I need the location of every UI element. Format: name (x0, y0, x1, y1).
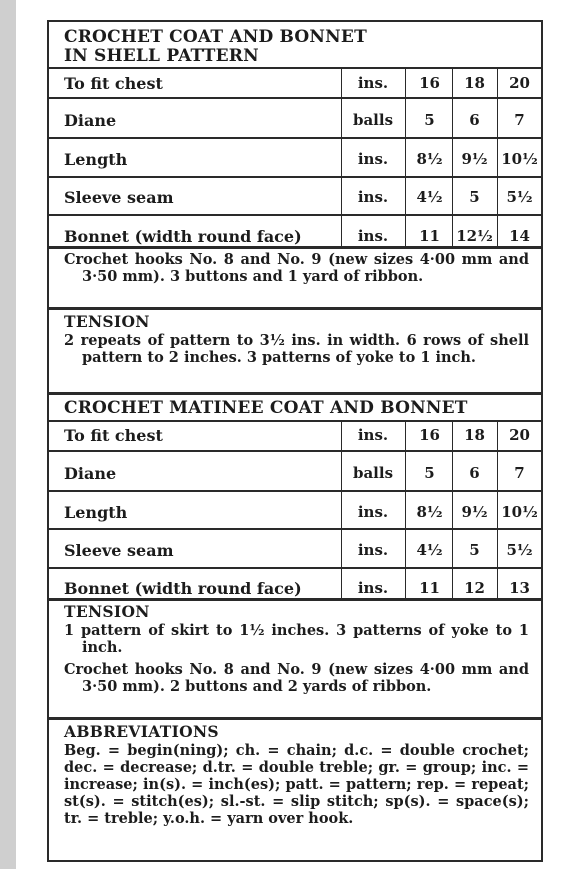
size-value: 5½ (506, 541, 533, 559)
table-col-divider (405, 422, 406, 598)
size-value: 20 (509, 426, 530, 444)
size-value: 13 (509, 579, 530, 597)
size-value: 18 (464, 426, 485, 444)
size-value: 5 (424, 111, 435, 129)
row-label: Sleeve seam (64, 188, 174, 207)
row-label: Diane (64, 464, 117, 483)
size-value: 7 (514, 464, 525, 482)
row-label: Length (64, 150, 128, 169)
abbreviations-heading: ABBREVIATIONS (64, 722, 219, 741)
page-margin-bar (0, 0, 16, 869)
row-label: To fit chest (64, 426, 163, 445)
abbreviations-text: Beg. = begin(ning); ch. = chain; d.c. = double crochet; dec. = decrease; d.tr. = double treble; gr. = group; inc. = increase; in(s). = inch(es); patt. = pattern; rep. = repeat; st(s). = stitch(es); sl.-st. = slip stitch; sp(s). = space(s); tr. = treble; y.o.h. = yarn over hook. (64, 742, 529, 827)
row-divider (49, 450, 541, 452)
size-value: 10½ (501, 503, 538, 521)
row-divider (49, 490, 541, 492)
section2-tension-heading: TENSION (64, 602, 150, 621)
size-value: 5 (469, 541, 480, 559)
row-divider (49, 137, 541, 139)
size-value: 5 (424, 464, 435, 482)
row-label: To fit chest (64, 74, 163, 93)
size-value: 16 (419, 426, 440, 444)
divider (49, 307, 541, 310)
row-unit: ins. (357, 541, 389, 559)
size-value: 8½ (416, 150, 443, 168)
divider (49, 598, 541, 601)
row-divider (49, 528, 541, 530)
row-divider (49, 176, 541, 178)
section1-tension-heading: TENSION (64, 312, 150, 331)
divider (49, 392, 541, 395)
row-divider (49, 567, 541, 569)
divider (49, 67, 541, 69)
row-unit: balls (352, 111, 394, 129)
size-value: 16 (419, 74, 440, 92)
row-unit: ins. (357, 74, 389, 92)
section2-materials: Crochet hooks No. 8 and No. 9 (new sizes 4·00 mm and 3·50 mm). 2 buttons and 2 yards of ribbon. (64, 661, 529, 695)
row-unit: ins. (357, 503, 389, 521)
row-unit: ins. (357, 426, 389, 444)
size-value: 18 (464, 74, 485, 92)
size-value: 12½ (456, 227, 493, 245)
size-value: 11 (419, 227, 440, 245)
row-label: Diane (64, 111, 117, 130)
row-label: Sleeve seam (64, 541, 174, 560)
size-value: 5 (469, 188, 480, 206)
row-label: Length (64, 503, 128, 522)
section1-tension-text: 2 repeats of pattern to 3½ ins. in width. 6 rows of shell pattern to 2 inches. 3 patterns of yoke to 1 inch. (64, 332, 529, 366)
section1-title-line1: CROCHET COAT AND BONNET (64, 27, 367, 47)
row-unit: ins. (357, 579, 389, 597)
divider (49, 420, 541, 422)
size-value: 7 (514, 111, 525, 129)
table-col-divider (405, 69, 406, 246)
divider (49, 717, 541, 720)
size-value: 8½ (416, 503, 443, 521)
size-value: 6 (469, 464, 480, 482)
section2-title: CROCHET MATINEE COAT AND BONNET (64, 398, 468, 418)
row-divider (49, 97, 541, 99)
size-value: 6 (469, 111, 480, 129)
section2-tension-text: 1 pattern of skirt to 1½ inches. 3 patterns of yoke to 1 inch. (64, 622, 529, 656)
size-value: 10½ (501, 150, 538, 168)
size-value: 4½ (416, 188, 443, 206)
row-unit: ins. (357, 150, 389, 168)
row-unit: ins. (357, 188, 389, 206)
size-value: 20 (509, 74, 530, 92)
row-unit: ins. (357, 227, 389, 245)
section1-title-line2: IN SHELL PATTERN (64, 46, 259, 66)
size-value: 12 (464, 579, 485, 597)
size-value: 9½ (461, 503, 488, 521)
row-label: Bonnet (width round face) (64, 579, 302, 598)
section1-materials: Crochet hooks No. 8 and No. 9 (new sizes 4·00 mm and 3·50 mm). 3 buttons and 1 yard of ribbon. (64, 251, 529, 285)
divider (49, 246, 541, 249)
size-value: 4½ (416, 541, 443, 559)
size-value: 9½ (461, 150, 488, 168)
row-label: Bonnet (width round face) (64, 227, 302, 246)
size-value: 14 (509, 227, 530, 245)
row-unit: balls (352, 464, 394, 482)
size-value: 5½ (506, 188, 533, 206)
pattern-card (47, 20, 543, 862)
row-divider (49, 214, 541, 216)
size-value: 11 (419, 579, 440, 597)
